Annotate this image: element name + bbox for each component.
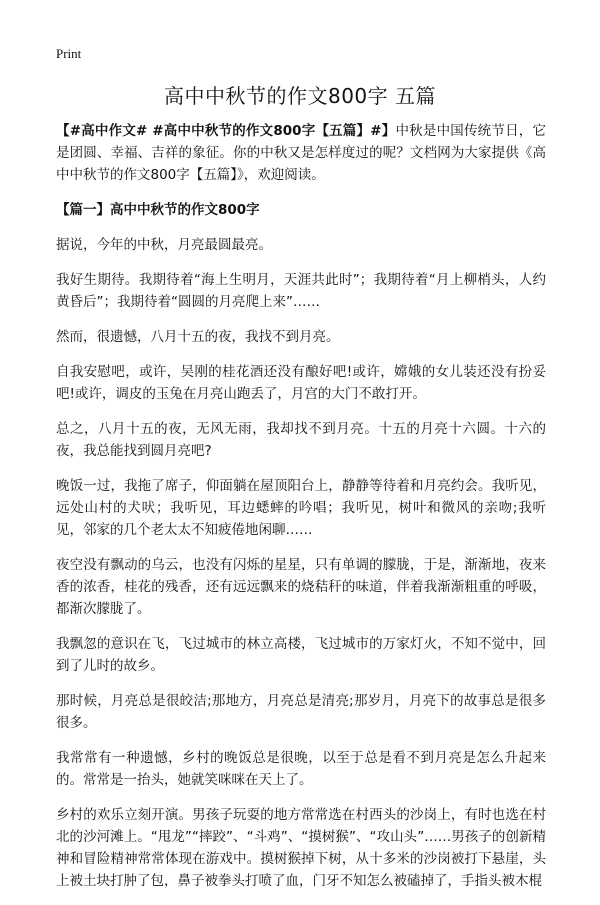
document-title: 高中中秋节的作文800字 五篇 (163, 84, 437, 108)
paragraph-5: 总之，八月十五的夜，无风无雨，我却找不到月亮。十五的月亮十六圆。十六的夜，我总能找到圆月亮吧? (56, 421, 546, 459)
intro-tag: 【#高中作文# #高中中秋节的作文800字【五篇】#】 (56, 123, 396, 139)
paragraph-7: 夜空没有飘动的乌云，也没有闪烁的星星，只有单调的朦胧，于是，渐渐地，夜来香的浓香，桂花的残香，还有远远飘来的烧秸秆的味道，伴着我渐渐粗重的呼吸，都渐次朦胧了。 (56, 557, 546, 617)
paragraph-9: 那时候，月亮总是很皎洁;那地方，月亮总是清亮;那岁月，月亮下的故事总是很多很多。 (56, 693, 546, 731)
intro-text: 中秋是中国传统节日，它是团圆、幸福、吉祥的象征。你的中秋又是怎样度过的呢？文档网为大家提供《高中中秋节的作文800字【五篇】》，欢迎阅读。 (56, 123, 546, 183)
paragraph-1: 据说，今年的中秋，月亮最圆最亮。 (56, 237, 272, 253)
section-heading: 【篇一】高中中秋节的作文800字 (56, 202, 260, 218)
paragraph-8: 我飘忽的意识在飞，飞过城市的林立高楼，飞过城市的万家灯火，不知不觉中，回到了儿时的故乡。 (56, 636, 546, 674)
paragraph-10: 我常常有一种遗憾，乡村的晚饭总是很晚，以至于总是看不到月亮是怎么升起来的。常常是一抬头，她就笑咪咪在天上了。 (56, 750, 546, 788)
print-link[interactable]: Print (56, 46, 82, 61)
paragraph-3: 然而，很遗憾，八月十五的夜，我找不到月亮。 (56, 329, 340, 345)
paragraph-4: 自我安慰吧，或许，吴刚的桂花酒还没有酿好吧!或许，嫦娥的女儿装还没有扮妥吧!或许，调皮的玉兔在月亮山跑丢了，月宫的大门不敢打开。 (56, 364, 546, 402)
intro-paragraph (56, 120, 546, 186)
paragraph-6: 晚饭一过，我拖了席子，仰面躺在屋顶阳台上，静静等待着和月亮约会。我听见，远处山村的犬吠；我听见，耳边蟋蟀的吟唱；我听见，树叶和微风的亲吻;我听见，邻家的几个老太太不知疲倦地闲聊…… (56, 478, 546, 538)
paragraph-11: 乡村的欢乐立刻开演。男孩子玩耍的地方常常选在村西头的沙岗上，有时也选在村北的沙河滩上。“甩龙”“摔跤”、“斗鸡”、“摸树猴”、“攻山头”……男孩子的创新精神和冒险精神常常体现在游戏中。摸树猴掉下树，从十多米的沙岗被打下悬崖，头上被土块打肿了包，鼻子被拳头打喷了血，门牙不知怎么被磕掉了，手指头被木棍 (56, 807, 546, 889)
article-body (56, 120, 546, 905)
paragraph-2: 我好生期待。我期待着“海上生明月，天涯共此时”；我期待着“月上柳梢头，人约黄昏后”；我期待着“圆圆的月亮爬上来”…… (56, 272, 546, 310)
